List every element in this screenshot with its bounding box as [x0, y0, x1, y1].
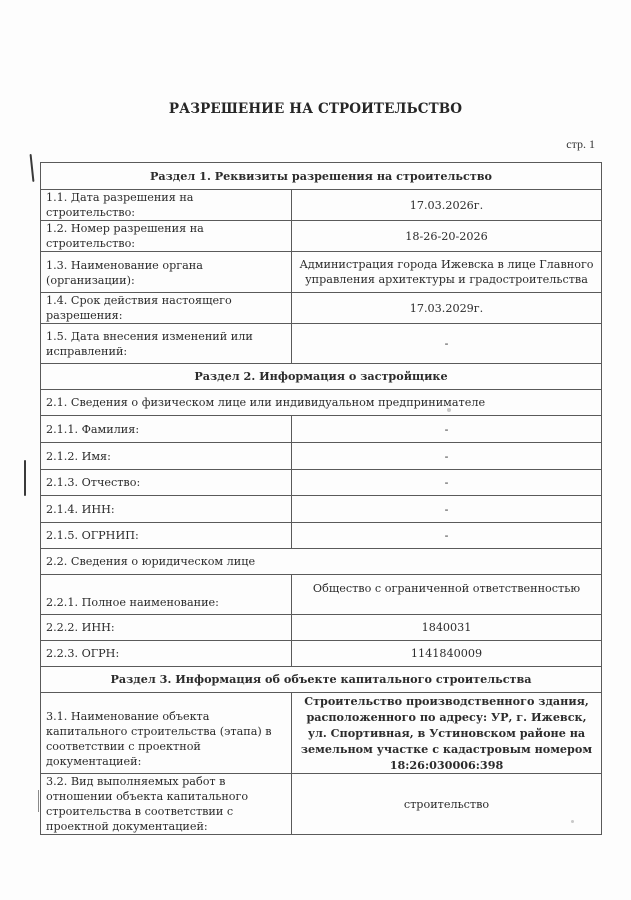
full-name-value: Общество с ограниченной ответственностью [292, 575, 602, 615]
table-row [41, 496, 602, 523]
individual-inn-label: 2.1.4. ИНН: [41, 496, 292, 523]
table-row [41, 443, 602, 470]
subsection-row [41, 390, 602, 416]
patronymic-value: - [292, 470, 602, 496]
table-row [41, 693, 602, 774]
section-1-header-row [41, 163, 602, 190]
section-2-header-row [41, 364, 602, 390]
section-2-heading: Раздел 2. Информация о застройщике [41, 364, 602, 390]
table-row [41, 470, 602, 496]
table-row [41, 252, 602, 293]
scan-edge-line [38, 790, 39, 812]
first-name-label: 2.1.2. Имя: [41, 443, 292, 470]
legal-inn-label: 2.2.2. ИНН: [41, 615, 292, 641]
full-name-label: 2.2.1. Полное наименование: [41, 575, 292, 615]
surname-value: - [292, 416, 602, 443]
table-row [41, 221, 602, 252]
table-row [41, 293, 602, 324]
validity-period-label: 1.4. Срок действия настоящего разрешения: [41, 293, 292, 324]
table-row [41, 641, 602, 667]
amendment-date-label: 1.5. Дата внесения изменений или исправлений: [41, 324, 292, 364]
page-number: стр. 1 [566, 137, 595, 151]
permit-number-value: 18-26-20-2026 [292, 221, 602, 252]
validity-period-value: 17.03.2029г. [292, 293, 602, 324]
permit-date-value: 17.03.2026г. [292, 190, 602, 221]
surname-label: 2.1.1. Фамилия: [41, 416, 292, 443]
document-title: РАЗРЕШЕНИЕ НА СТРОИТЕЛЬСТВО [168, 101, 463, 117]
table-row [41, 190, 602, 221]
object-name-label: 3.1. Наименование объекта капитального строительства (этапа) в соответствии с проектной документацией: [41, 693, 292, 774]
pen-mark [24, 460, 26, 496]
table-row [41, 615, 602, 641]
table-row [41, 575, 602, 615]
permit-number-label: 1.2. Номер разрешения на строительство: [41, 221, 292, 252]
table-row [41, 774, 602, 835]
section-3-header-row [41, 667, 602, 693]
issuing-authority-label: 1.3. Наименование органа (организации): [41, 252, 292, 293]
ogrn-label: 2.2.3. ОГРН: [41, 641, 292, 667]
first-name-value: - [292, 443, 602, 470]
legal-inn-value: 1840031 [292, 615, 602, 641]
table-row [41, 523, 602, 549]
issuing-authority-value: Администрация города Ижевска в лице Главного управления архитектуры и градостроительства [292, 252, 602, 293]
permit-table [40, 162, 602, 835]
subsection-row [41, 549, 602, 575]
pen-mark [30, 154, 35, 182]
ogrnip-label: 2.1.5. ОГРНИП: [41, 523, 292, 549]
work-type-value: строительство [292, 774, 602, 835]
section-3-heading: Раздел 3. Информация об объекте капитального строительства [41, 667, 602, 693]
legal-entity-subsection-heading: 2.2. Сведения о юридическом лице [41, 549, 602, 575]
individual-inn-value: - [292, 496, 602, 523]
amendment-date-value: - [292, 324, 602, 364]
ogrn-value: 1141840009 [292, 641, 602, 667]
individual-subsection-heading: 2.1. Сведения о физическом лице или индивидуальном предпринимателе [41, 390, 602, 416]
section-1-heading: Раздел 1. Реквизиты разрешения на строительство [41, 163, 602, 190]
table-row [41, 416, 602, 443]
object-name-value: Строительство производственного здания, расположенного по адресу: УР, г. Ижевск, ул. Спортивная, в Устиновском районе на земельном участке с кадастровым номером 18:26:030006:398 [292, 693, 602, 774]
table-row [41, 324, 602, 364]
work-type-label: 3.2. Вид выполняемых работ в отношении объекта капитального строительства в соответствии с проектной документацией: [41, 774, 292, 835]
patronymic-label: 2.1.3. Отчество: [41, 470, 292, 496]
permit-date-label: 1.1. Дата разрешения на строительство: [41, 190, 292, 221]
ogrnip-value: - [292, 523, 602, 549]
